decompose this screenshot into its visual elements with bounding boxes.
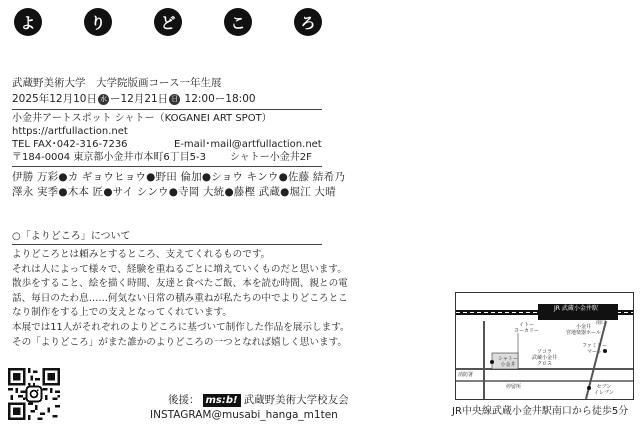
- venue-building: シャトー小金井2F: [230, 152, 312, 163]
- date-middle: ー12月21日: [109, 93, 169, 105]
- sponsor-prefix: 後援：: [168, 394, 200, 406]
- artists-line-2: 澤永 実季●木本 匠●サイ シンウ●寺岡 大統●藤樫 武蔵●堀江 大晴: [12, 186, 336, 198]
- map-seven-eleven: セブン イレブン: [594, 384, 614, 396]
- about-paragraph: よりどころとは頼みとするところ、支えてくれるものです。: [12, 249, 271, 260]
- map-chateau: シャトー 小金井: [498, 356, 518, 368]
- date-prefix: 2025年12月10日: [12, 93, 97, 105]
- about-paragraph: その「よりどころ」がまた誰かのよりどころの一つとなれば嬉しく思います。: [12, 336, 348, 348]
- venue-address: 〒184-0004 東京都小金井市本町6丁目5-3: [12, 152, 207, 163]
- sponsor-logo: ms:b!: [203, 394, 241, 407]
- map-fire-station: 消防署: [458, 372, 474, 378]
- map-family-mart: ファミリー マート: [582, 343, 607, 355]
- about-paragraph: 本展では11人がそれぞれのよりどころに基づいて制作した作品を展示します。: [12, 321, 350, 333]
- title-char-5: ろ: [294, 8, 322, 36]
- map-koganei-hall: 小金井 宮地楽器ホール: [566, 324, 601, 336]
- about-paragraph: 話、毎日のたわ息……何気ない日常の積み重ねが私たちの中でよりどころとこ: [12, 292, 348, 304]
- title-char-3: ど: [154, 8, 182, 36]
- venue-url[interactable]: https://artfullaction.net: [12, 126, 128, 137]
- date-end-day: 日: [171, 95, 179, 103]
- date-start-day: 水: [99, 95, 107, 103]
- instagram-handle[interactable]: INSTAGRAM@musabi_hanga_m1ten: [150, 409, 338, 421]
- map-caption: JR中央線武蔵小金井駅南口から徒歩5分: [452, 406, 629, 417]
- artists-line-1: 伊勝 万彩●カ ギョウヒョウ●野田 倫加●ショウ キンウ●佐藤 結希乃: [12, 171, 346, 183]
- about-paragraph: それは人によって様々で、経験を重ねるごとに増えていくものだと思います。: [12, 263, 347, 275]
- event-time: 12:00ー18:00: [184, 93, 256, 105]
- about-paragraph: なり制作をする上での支えとなってくれています。: [12, 307, 232, 319]
- divider-2: [12, 166, 322, 167]
- organizer: 武蔵野美術大学 大学院版画コース一年生展: [12, 77, 222, 89]
- about-heading: ○「よりどころ」について: [12, 231, 131, 242]
- title-char-4: こ: [224, 8, 252, 36]
- map-sokora: ソコラ 武蔵小金井 クロス: [532, 349, 558, 367]
- about-body: [12, 248, 350, 350]
- venue-name: 小金井アートスポット シャトー（KOGANEI ART SPOT）: [12, 113, 272, 124]
- venue-email[interactable]: E-mail･mail@artfullaction.net: [174, 139, 322, 150]
- venue-tel-fax: TEL FAX･042-316-7236: [12, 139, 128, 150]
- divider-1: [12, 109, 322, 110]
- map-bus-stop: 停留所: [506, 384, 522, 390]
- about-paragraph: 散歩をすること、絵を描く時間、友達と食べたご飯、本を読む時間、親との電: [12, 278, 348, 290]
- map-exit: 南口: [596, 320, 607, 326]
- divider-3: [12, 244, 322, 245]
- event-dates: [12, 92, 256, 106]
- title-char-2: り: [84, 8, 112, 36]
- title-char-1: よ: [14, 8, 42, 36]
- map-itoyokado: イトー ヨーカドー: [514, 322, 539, 334]
- access-map: [455, 292, 634, 400]
- map-station: JR 武蔵小金井駅: [554, 305, 598, 312]
- sponsor-name: 武蔵野美術大学校友会: [243, 394, 349, 406]
- sponsor: [168, 393, 349, 407]
- qr-code[interactable]: [8, 368, 60, 420]
- title-circles: [14, 8, 326, 42]
